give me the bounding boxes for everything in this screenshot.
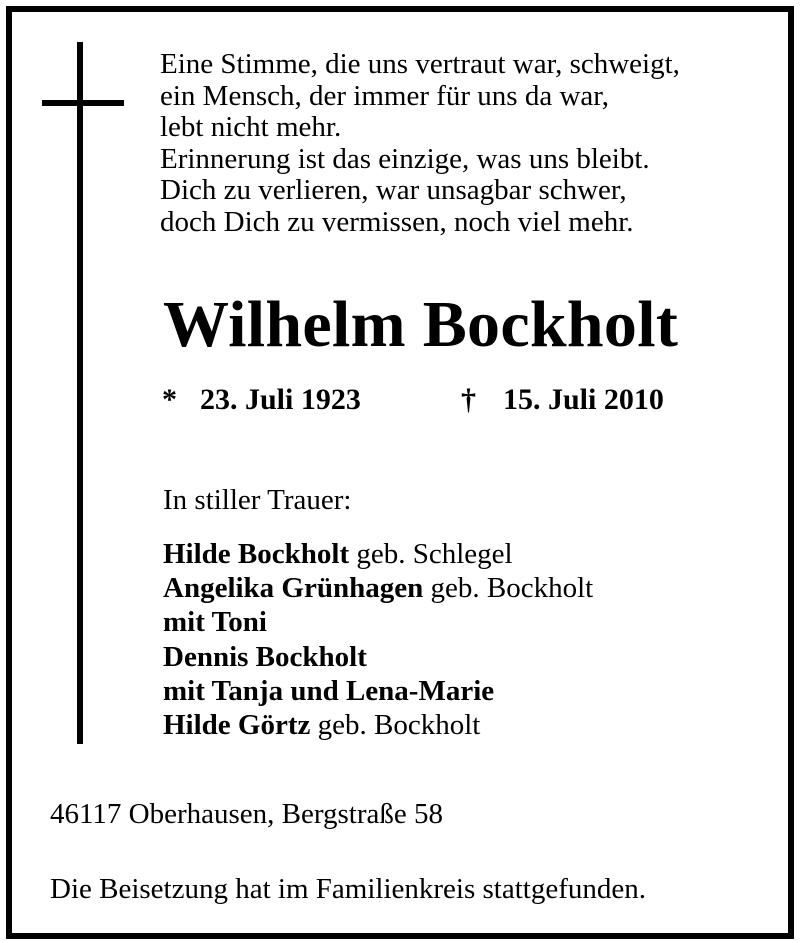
mourner-suffix: geb. Bockholt bbox=[430, 572, 594, 605]
mourner-name: Dennis Bockholt bbox=[163, 640, 367, 673]
mourner-entry bbox=[163, 605, 593, 639]
cross-horizontal-bar bbox=[42, 100, 124, 106]
death-dagger-icon: † bbox=[461, 383, 476, 416]
mourner-entry bbox=[163, 571, 593, 605]
mourner-entry bbox=[163, 537, 593, 571]
mourners-list bbox=[163, 537, 593, 742]
mourner-name: Hilde Görtz bbox=[163, 709, 311, 742]
cross-vertical-bar bbox=[77, 42, 83, 744]
birth-star-icon: * bbox=[162, 383, 177, 416]
poem-line: lebt nicht mehr. bbox=[160, 111, 342, 143]
mourner-name: Angelika Grünhagen bbox=[163, 572, 424, 605]
death-date: 15. Juli 2010 bbox=[503, 383, 664, 416]
poem-line: Dich zu verlieren, war unsagbar schwer, bbox=[160, 174, 627, 206]
mourner-suffix: geb. Bockholt bbox=[317, 709, 481, 742]
family-address: 46117 Oberhausen, Bergstraße 58 bbox=[50, 798, 444, 830]
mourner-entry bbox=[163, 640, 593, 674]
mourner-name: Hilde Bockholt bbox=[163, 538, 350, 570]
birth-date: 23. Juli 1923 bbox=[200, 383, 361, 416]
mourner-suffix: geb. Schlegel bbox=[356, 538, 513, 570]
death-date-line bbox=[461, 382, 664, 418]
mourner-name: mit Tanja und Lena-Marie bbox=[163, 674, 495, 707]
burial-notice: Die Beisetzung hat im Familienkreis stattgefunden. bbox=[50, 873, 646, 905]
deceased-name: Wilhelm Bockholt bbox=[163, 288, 679, 361]
mourner-entry bbox=[163, 708, 593, 742]
poem-line: ein Mensch, der immer für uns da war, bbox=[160, 79, 610, 112]
poem-line: Eine Stimme, die uns vertraut war, schweigt, bbox=[160, 48, 680, 80]
memorial-poem bbox=[160, 49, 680, 238]
birth-date-line bbox=[162, 382, 361, 418]
poem-line: Erinnerung ist das einzige, was uns bleibt. bbox=[160, 142, 650, 175]
mourning-label: In stiller Trauer: bbox=[163, 484, 352, 516]
mourner-name: mit Toni bbox=[163, 606, 267, 639]
mourner-entry bbox=[163, 674, 593, 708]
poem-line: doch Dich zu vermissen, noch viel mehr. bbox=[160, 205, 634, 238]
